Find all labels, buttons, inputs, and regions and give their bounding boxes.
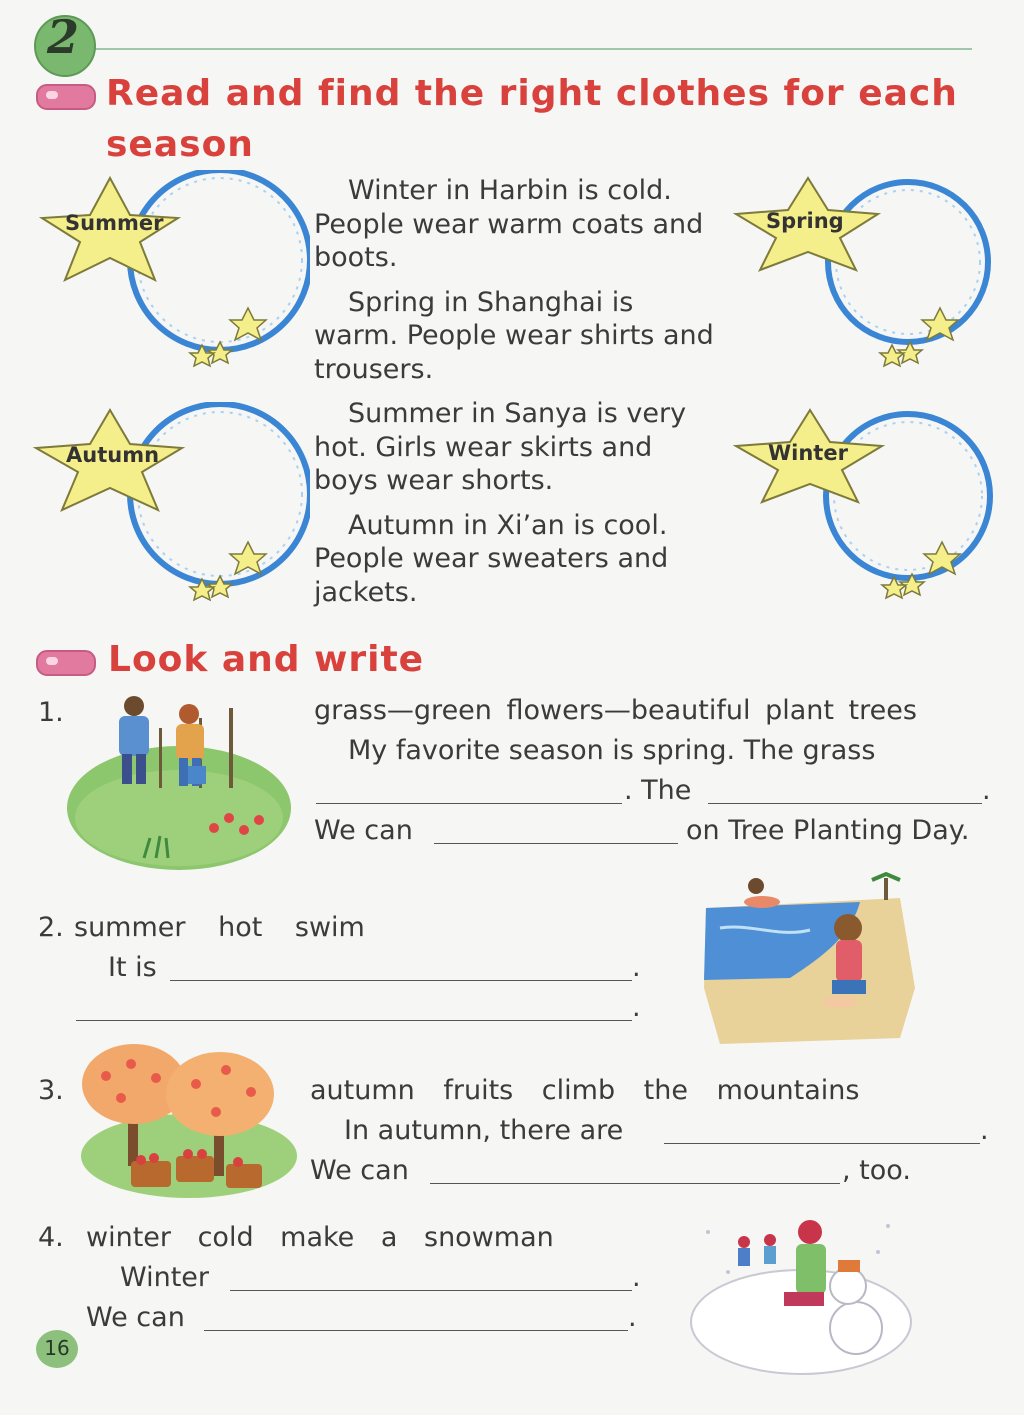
exercise-4-hints: winter cold make a snowman: [86, 1222, 554, 1253]
exercise-1-line3-end: on Tree Planting Day.: [686, 815, 970, 846]
exercise-3-line2-start: We can: [310, 1155, 409, 1186]
exercise-3-line2-end: , too.: [842, 1155, 911, 1186]
section-bullet-icon: [36, 84, 96, 110]
exercise-3-number: 3.: [38, 1075, 64, 1106]
paragraph-winter: Winter in Harbin is cold. People wear warm coats and boots.: [314, 175, 704, 273]
exercise-1-blank-3[interactable]: [434, 843, 678, 844]
season-label-summer: Summer: [65, 211, 164, 235]
exercise-4-line2-end: .: [628, 1302, 637, 1333]
paragraph-autumn: Autumn in Xi’an is cool. People wear sweaters and jackets.: [314, 509, 669, 608]
page-number: 16: [44, 1336, 70, 1360]
exercise-2-blank-1[interactable]: [170, 980, 632, 981]
tree-planting-picture: [64, 688, 294, 873]
season-label-winter: Winter: [768, 441, 848, 465]
exercise-3-blank-2[interactable]: [430, 1183, 840, 1184]
header-rule: [92, 48, 972, 50]
exercise-4-blank-1[interactable]: [230, 1290, 632, 1291]
exercise-4-blank-2[interactable]: [204, 1330, 628, 1331]
paragraph-spring: Spring in Shanghai is warm. People wear shirts and trousers.: [314, 286, 714, 385]
exercise-4-line2-start: We can: [86, 1302, 185, 1333]
section1-title-line1: Read and find the right clothes for each: [106, 73, 958, 114]
exercise-4-line1-end: .: [632, 1262, 641, 1293]
exercise-3-line1-start: In autumn, there are: [344, 1115, 624, 1146]
exercise-3-hints: autumn fruits climb the mountains: [310, 1075, 860, 1106]
beach-picture: [700, 868, 922, 1058]
exercise-2-blank-2[interactable]: [76, 1020, 632, 1021]
snowman-picture: [688, 1212, 914, 1377]
exercise-2-line1-end: .: [632, 952, 641, 983]
exercise-1-blank-2[interactable]: [708, 803, 982, 804]
exercise-3-line1-end: .: [980, 1115, 989, 1146]
exercise-2-hints: summer hot swim: [74, 912, 365, 943]
unit-number: 2: [46, 10, 79, 64]
section-bullet-icon: [36, 650, 96, 676]
exercise-2-line1-start: It is: [108, 952, 157, 983]
section1-title-line2: season: [106, 124, 254, 165]
exercise-1-number: 1.: [38, 697, 64, 728]
reading-passage: [314, 174, 722, 620]
section2-title: Look and write: [108, 639, 425, 680]
exercise-3-blank-1[interactable]: [664, 1143, 980, 1144]
autumn-badge: [30, 402, 310, 602]
exercise-4-line1-start: Winter: [120, 1262, 210, 1293]
exercise-2-line2-end: .: [632, 992, 641, 1023]
spring-badge: [728, 170, 1008, 370]
paragraph-summer: Summer in Sanya is very hot. Girls wear skirts and boys wear shorts.: [314, 398, 687, 496]
exercise-1-hints: grass—green flowers—beautiful plant trees: [314, 695, 917, 726]
winter-badge: [728, 402, 1008, 602]
exercise-1-blank-1[interactable]: [316, 803, 622, 804]
exercise-4-number: 4.: [38, 1222, 64, 1253]
season-label-autumn: Autumn: [66, 443, 160, 467]
fruit-trees-picture: [76, 1036, 302, 1201]
exercise-1-line1: My favorite season is spring. The grass: [348, 735, 876, 766]
season-label-spring: Spring: [766, 209, 844, 233]
exercise-1-line2-mid: . The: [624, 775, 692, 806]
summer-badge: [30, 170, 310, 370]
exercise-2-number: 2.: [38, 912, 64, 943]
exercise-1-line2-end: .: [982, 775, 991, 806]
exercise-1-line3-start: We can: [314, 815, 413, 846]
